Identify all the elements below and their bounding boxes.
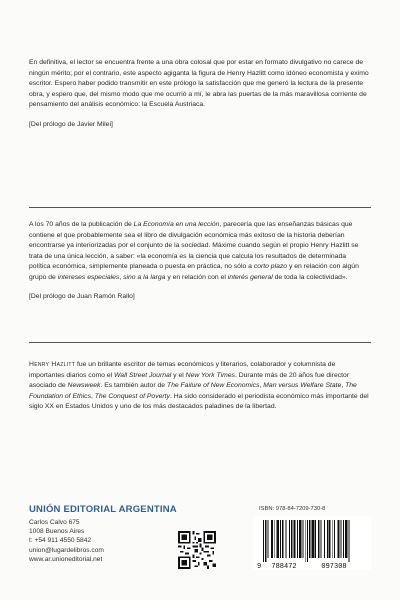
bio-text-part: . Durante más de 20 años fue director asociado de — [29, 371, 350, 389]
barcode-bar — [294, 520, 296, 558]
publisher-email: union@lugardelibros.com — [29, 546, 104, 554]
publication-title: Wall Street Journal — [114, 371, 172, 379]
divider-2 — [29, 342, 371, 343]
barcode-bar — [324, 520, 325, 558]
barcode-bar — [343, 520, 344, 558]
barcode-bar — [271, 520, 273, 558]
book-title: Man versus Welfare State — [263, 382, 342, 389]
author-name: Henry Hazlitt — [29, 361, 76, 368]
barcode-bar — [334, 520, 335, 558]
publisher-name: UNIÓN EDITORIAL ARGENTINA — [29, 504, 177, 515]
barcode-bar — [349, 520, 350, 562]
rallo-text-part: , parecería que las enseñanzas básicas que contiene el que probablemente sea el libro de divulgación económica más exitoso de la historia deberían encontrarse ya interiorizadas por el conjunto de la sociedad. Máxime cuando según el propio Henry Hazlitt se trata de una única lección, a saber: «la economía es la ciencia que calcula los resultados de determinada política económica, simplemente planeada o puesta en práctica, no sólo a — [29, 221, 359, 270]
barcode-bar — [309, 520, 311, 558]
barcode-bar — [338, 520, 340, 558]
emphasis-text: corto plazo — [253, 263, 288, 270]
qr-code — [178, 531, 216, 569]
bio-text-part: . Ha sido considerado el periodista económico más importante del siglo XX en Estados Unidos y uno de los más destacados paladines de la libertad. — [29, 392, 369, 410]
rallo-text-part: de toda la colectividad». — [272, 273, 348, 281]
isbn-barcode — [253, 516, 372, 570]
author-bio-text — [29, 360, 369, 413]
bio-text-part: , — [90, 392, 95, 400]
rallo-text-part: y en relación con algún grupo de — [29, 263, 359, 281]
barcode-bar — [289, 520, 290, 558]
barcode-bar — [329, 520, 331, 558]
barcode-bar — [265, 520, 267, 562]
barcode-bar — [305, 520, 306, 562]
barcode-bar — [291, 520, 293, 558]
barcode-bar — [345, 520, 348, 558]
barcode-bar — [282, 520, 284, 558]
barcode-bar — [299, 520, 302, 558]
barcode-bar — [286, 520, 287, 558]
publisher-block — [29, 504, 177, 564]
book-title: The Conquest of Poverty — [94, 392, 170, 400]
author-bio-section — [29, 360, 369, 413]
emphasis-text: sino a la larga — [123, 273, 166, 281]
barcode-digits-mid: 788472 — [271, 563, 297, 570]
bio-text-part: . Es también autor de — [100, 382, 167, 389]
prologue-rallo-text — [29, 220, 369, 283]
divider-1 — [29, 207, 371, 208]
barcode-bar — [277, 520, 280, 558]
book-title: La Economía en una lección — [133, 221, 220, 228]
barcode-bar — [274, 520, 275, 558]
bio-text-part: fue un brillante escritor de temas económicos y literarios, colaborador y columnista de importantes diarios como el — [29, 361, 336, 379]
barcode-bar — [332, 520, 333, 558]
prologue-rallo-source: [Del prólogo de Juan Ramón Rallo] — [29, 293, 135, 300]
publisher-city: 1008 Buenos Aires — [29, 528, 85, 536]
barcode-bar — [297, 520, 298, 558]
book-title: The Foundation of Ethics — [29, 382, 357, 400]
publication-title: Newsweek — [67, 382, 101, 389]
barcode-bar — [280, 520, 281, 558]
prologue-rallo-section — [29, 220, 369, 302]
prologue-milei-source: [Del prólogo de Javier Milei] — [29, 120, 113, 128]
barcode-bar — [312, 520, 315, 558]
bio-text-part: , — [259, 382, 264, 389]
publisher-phone: t: +54 911 4550 5842 — [29, 537, 92, 545]
barcode-bar — [318, 520, 320, 558]
publisher-website: www.ar.unioneditorial.net — [29, 555, 103, 563]
rallo-text-part: A los 70 años de la publicación de — [29, 221, 134, 228]
rallo-text-part: , — [119, 273, 124, 281]
barcode-bar — [263, 520, 264, 562]
barcode-bar — [321, 520, 322, 558]
barcode-bar — [307, 520, 308, 562]
barcode-bar — [327, 520, 328, 558]
barcode-bar — [268, 520, 269, 558]
barcode-digits-right: 097308 — [321, 563, 347, 570]
publication-title: New York Times — [185, 371, 235, 379]
bio-text-part: , — [341, 382, 346, 389]
barcode-bar — [340, 520, 341, 558]
rallo-text-part: y en relación con el — [165, 273, 228, 281]
prologue-milei-text: En definitiva, el lector se encuentra frente a una obra colosal que por estar en formato divulgativo no carece de ningún mérito; por el contrario, este aspecto agiganta la figura de Henry Hazlitt como idóneo economista y eximo escritor. Espero haber podido transmitir en este prólogo la satisfacción que me generó la lectura de la presente obra, y espero que, del mismo modo que me ocurrió a mí, le abra las puertas de la más maravillosa corriente de pensamiento del análisis económico: la Escuela Austriaca. — [29, 59, 369, 108]
publisher-address: Carlos Calvo 675 — [29, 519, 80, 526]
prologue-milei-section — [29, 58, 369, 130]
barcode-bar — [303, 520, 304, 558]
emphasis-text: interés general — [227, 273, 273, 281]
book-title: The Failure of New Economics — [166, 382, 260, 389]
bio-text-part: y el — [171, 371, 186, 379]
emphasis-text: intereses especiales — [57, 273, 120, 281]
barcode-digit-left: 9 — [257, 563, 262, 570]
isbn-label: ISBN: 978-84-7209-730-8 — [259, 506, 326, 512]
barcode-bar — [315, 520, 316, 558]
